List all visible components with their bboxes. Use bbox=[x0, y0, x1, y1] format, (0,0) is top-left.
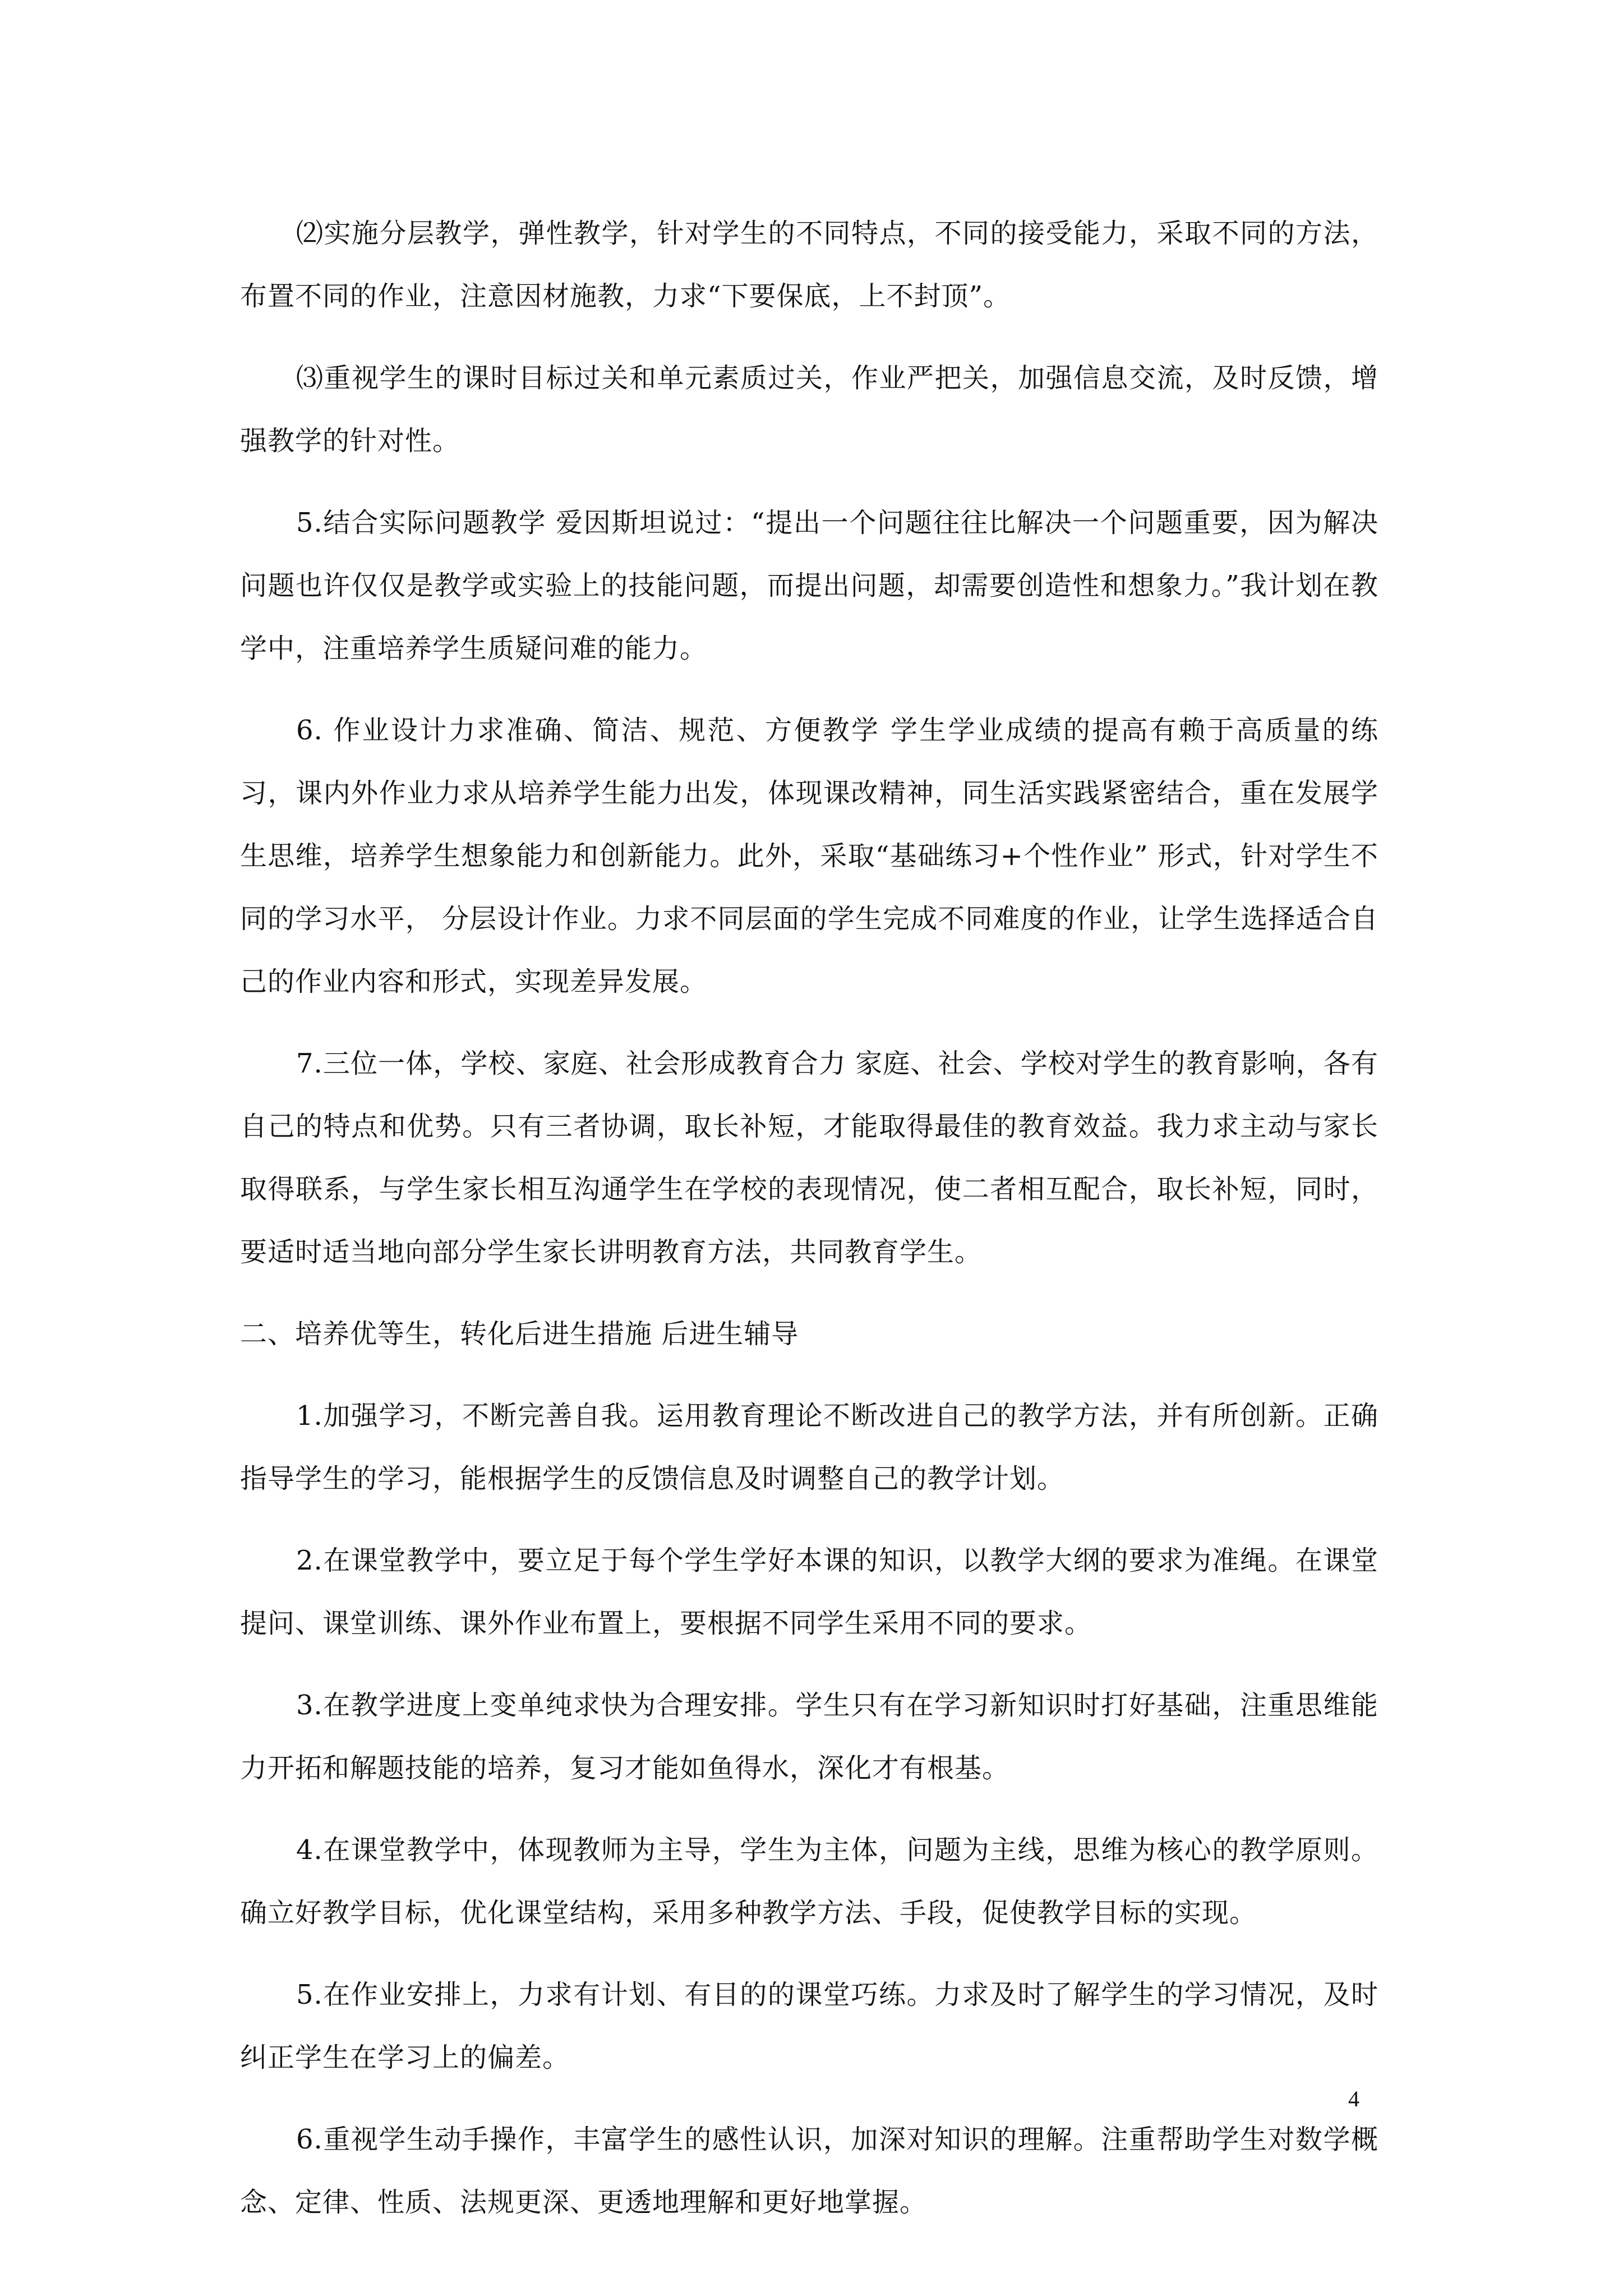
paragraph-measure-5: 5.在作业安排上，力求有计划、有目的的课堂巧练。力求及时了解学生的学习情况，及时纠正学生在学习上的偏差。 bbox=[240, 1979, 1378, 2073]
paragraph-measure-4: 4.在课堂教学中，体现教师为主导，学生为主体，问题为主线，思维为核心的教学原则。确立好教学目标，优化课堂结构，采用多种教学方法、手段，促使教学目标的实现。 bbox=[240, 1834, 1378, 1929]
section-heading: 二、培养优等生，转化后进生措施 后进生辅导 bbox=[240, 1318, 799, 1350]
paragraph-problem-teaching: 5.结合实际问题教学 爱因斯坦说过：“提出一个问题往往比解决一个问题重要，因为解决问题也许仅仅是教学或实验上的技能问题，而提出问题，却需要创造性和想象力。”我计划在教学中，注重培养学生质疑问难的能力。 bbox=[240, 507, 1378, 664]
paragraph-education-cooperation: 7.三位一体，学校、家庭、社会形成教育合力 家庭、社会、学校对学生的教育影响，各有自己的特点和优势。只有三者协调，取长补短，才能取得最佳的教育效益。我力求主动与家长取得联系，与学生家长相互沟通学生在学校的表现情况，使二者相互配合，取长补短，同时，要适时适当地向部分学生家长讲明教育方法，共同教育学生。 bbox=[240, 1048, 1378, 1268]
paragraph-homework-design: 6. 作业设计力求准确、简洁、规范、方便教学 学生学业成绩的提高有赖于高质量的练习，课内外作业力求从培养学生能力出发，体现课改精神，同生活实践紧密结合，重在发展学生思维，培养学生想象能力和创新能力。此外，采取“基础练习+个性作业” 形式，针对学生不同的学习水平， 分层设计作业。力求不同层面的学生完成不同难度的作业，让学生选择适合自己的作业内容和形式，实现差异发展。 bbox=[240, 715, 1378, 997]
paragraph-item-2: ⑵实施分层教学，弹性教学，针对学生的不同特点，不同的接受能力，采取不同的方法，布置不同的作业，注意因材施教，力求“下要保底，上不封顶”。 bbox=[240, 218, 1378, 312]
paragraph-measure-6: 6.重视学生动手操作，丰富学生的感性认识，加深对知识的理解。注重帮助学生对数学概念、定律、性质、法规更深、更透地理解和更好地掌握。 bbox=[240, 2124, 1378, 2218]
document-body bbox=[240, 202, 1378, 2253]
paragraph-measure-3: 3.在教学进度上变单纯求快为合理安排。学生只有在学习新知识时打好基础，注重思维能力开拓和解题技能的培养，复习才能如鱼得水，深化才有根基。 bbox=[240, 1690, 1378, 1784]
page-number: 4 bbox=[1348, 2086, 1359, 2111]
paragraph-measure-2: 2.在课堂教学中，要立足于每个学生学好本课的知识，以教学大纲的要求为准绳。在课堂提问、课堂训练、课外作业布置上，要根据不同学生采用不同的要求。 bbox=[240, 1545, 1378, 1639]
paragraph-item-3: ⑶重视学生的课时目标过关和单元素质过关，作业严把关，加强信息交流，及时反馈，增强教学的针对性。 bbox=[240, 362, 1378, 457]
paragraph-measure-1: 1.加强学习，不断完善自我。运用教育理论不断改进自己的教学方法，并有所创新。正确指导学生的学习，能根据学生的反馈信息及时调整自己的教学计划。 bbox=[240, 1400, 1378, 1494]
